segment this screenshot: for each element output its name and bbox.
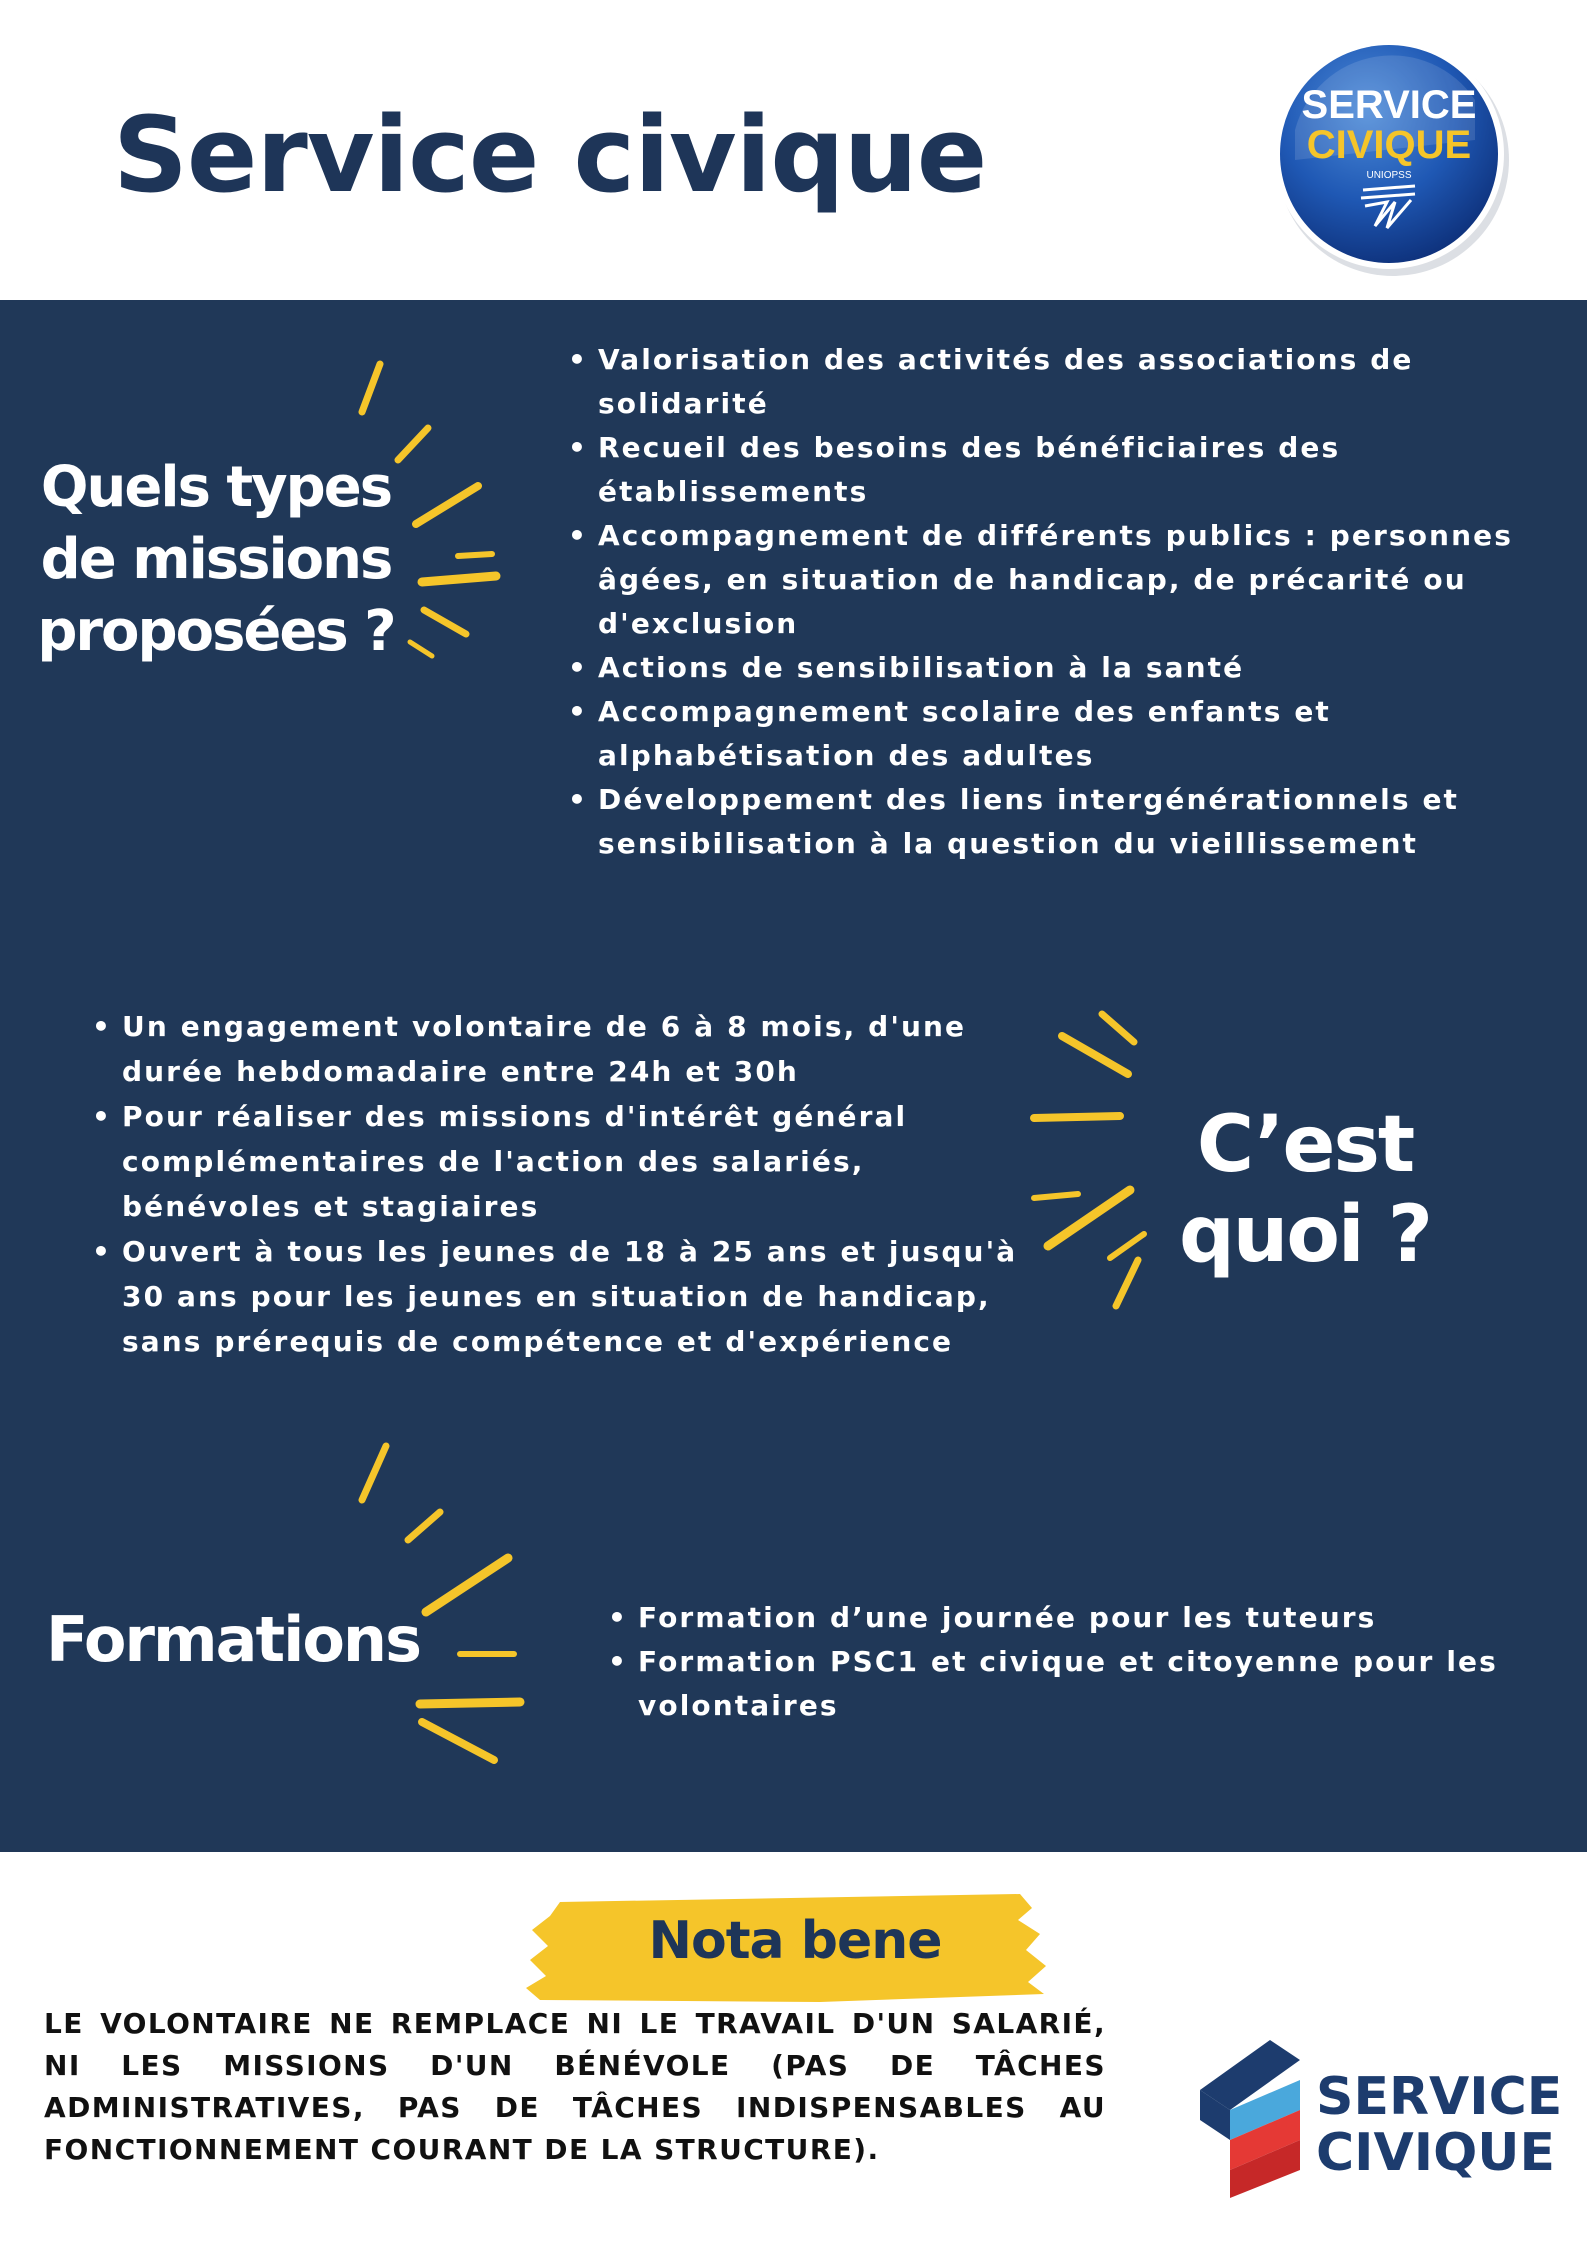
missions-list — [566, 338, 1566, 866]
missions-heading: Quels types de missions proposées ? — [37, 455, 395, 664]
nota-bene-text: LE VOLONTAIRE NE REMPLACE NI LE TRAVAIL D'UN SALARIÉ, NI LES MISSIONS D'UN BÉNÉVOLE (PAS DE TÂCHES ADMINISTRATIVES, PAS DE TÂCHES INDISPENSABLES AU FONCTIONNEMENT COURANT DE LA STRUCTURE). — [44, 2007, 1106, 2166]
list-item: • Un engagement volontaire de 6 à 8 mois, d'une durée hebdomadaire entre 24h et 30h — [90, 1004, 1030, 1094]
list-item: • Actions de sensibilisation à la santé — [566, 646, 1566, 690]
service-civique-uniopss-badge-logo — [1265, 30, 1515, 280]
rays-left-decoration — [1020, 1008, 1170, 1288]
badge-service-text: SERVICE — [1301, 83, 1477, 127]
logo-civique-text: CIVIQUE — [1316, 2123, 1556, 2183]
nota-bene-title: Nota bene — [648, 1911, 942, 1971]
list-item: • Pour réaliser des missions d'intérêt général complémentaires de l'action des salariés, bénévoles et stagiaires — [90, 1094, 1030, 1229]
list-item: • Formation PSC1 et civique et citoyenne pour les volontaires — [606, 1640, 1566, 1728]
quoi-heading: C’est quoi ? — [1178, 1100, 1432, 1280]
list-item: • Accompagnement scolaire des enfants et alphabétisation des adultes — [566, 690, 1566, 778]
formations-heading: Formations — [46, 1603, 420, 1676]
logo-service-text: SERVICE — [1316, 2067, 1563, 2127]
service-civique-logo — [1190, 2020, 1563, 2200]
badge-org-text: UNIOPSS — [1366, 170, 1412, 181]
list-item: • Ouvert à tous les jeunes de 18 à 25 ans et jusqu'à 30 ans pour les jeunes en situation de handicap, sans prérequis de compétence et d'expérience — [90, 1229, 1030, 1364]
info-panel — [0, 300, 1587, 1852]
s-shape-icon — [1200, 2040, 1300, 2198]
page-title: Service civique — [113, 94, 987, 216]
rays-formations-decoration — [340, 1440, 540, 1770]
list-item: • Formation d’une journée pour les tuteurs — [606, 1596, 1566, 1640]
quoi-list — [90, 1004, 1030, 1364]
badge-civique-text: CIVIQUE — [1306, 123, 1472, 167]
list-item: • Développement des liens intergénérationnels et sensibilisation à la question du vieillissement — [566, 778, 1566, 866]
list-item: • Accompagnement de différents publics : personnes âgées, en situation de handicap, de précarité ou d'exclusion — [566, 514, 1566, 646]
formations-list — [606, 1596, 1566, 1728]
list-item: • Recueil des besoins des bénéficiaires des établissements — [566, 426, 1566, 514]
rays-right-decoration — [340, 358, 520, 668]
list-item: • Valorisation des activités des associations de solidarité — [566, 338, 1566, 426]
